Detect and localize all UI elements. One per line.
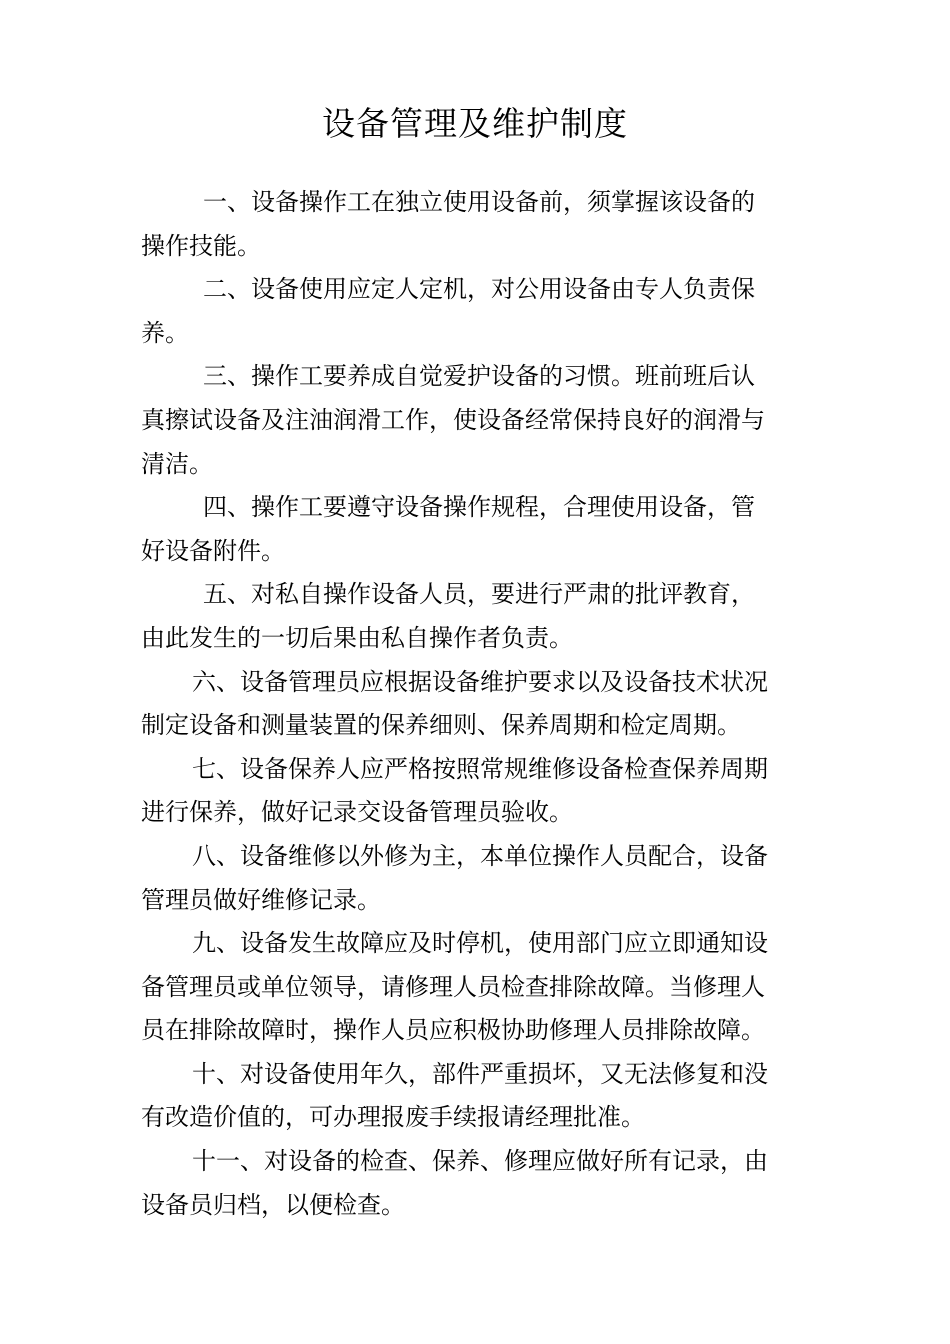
paragraph-line: 三、操作工要养成自觉爱护设备的习惯。班前班后认: [203, 362, 755, 391]
paragraph-line: 六、设备管理员应根据设备维护要求以及设备技术状况: [192, 667, 768, 696]
paragraph-8: [141, 835, 806, 922]
paragraph-line: 一、设备操作工在独立使用设备前，须掌握该设备的: [203, 188, 755, 216]
paragraph-line: 养。: [141, 318, 189, 347]
paragraph-11: [141, 1140, 806, 1227]
paragraph-line: 五、对私自操作设备人员，要进行严肃的批评教育，: [203, 580, 755, 609]
paragraph-line: 备管理员或单位领导，请修理人员检查排除故障。当修理人: [141, 972, 765, 1001]
paragraph-line: 由此发生的一切后果由私自操作者负责。: [141, 623, 573, 652]
paragraph-line: 四、操作工要遵守设备操作规程，合理使用设备，管: [203, 493, 755, 522]
paragraph-4: [141, 486, 806, 573]
paragraph-line: 设备员归档，以便检查。: [141, 1190, 405, 1219]
paragraph-line: 十、对设备使用年久，部件严重损坏，又无法修复和没: [192, 1059, 768, 1088]
paragraph-1: [141, 181, 806, 268]
paragraph-line: 好设备附件。: [141, 536, 285, 565]
paragraph-line: 操作技能。: [141, 231, 261, 260]
paragraph-line: 七、设备保养人应严格按照常规维修设备检查保养周期: [192, 754, 768, 783]
paragraph-line: 八、设备维修以外修为主，本单位操作人员配合，设备: [192, 841, 768, 870]
paragraph-line: 清洁。: [141, 449, 213, 478]
paragraph-3: [141, 355, 806, 486]
paragraph-line: 有改造价值的，可办理报废手续报请经理批准。: [141, 1103, 645, 1132]
paragraph-line: 制定设备和测量装置的保养细则、保养周期和检定周期。: [141, 711, 741, 740]
paragraph-line: 十一、对设备的检查、保养、修理应做好所有记录，由: [192, 1147, 768, 1176]
paragraph-line: 九、设备发生故障应及时停机，使用部门应立即通知设: [192, 929, 768, 958]
paragraph-5: [141, 573, 806, 660]
paragraph-line: 员在排除故障时，操作人员应积极协助修理人员排除故障。: [141, 1016, 765, 1045]
paragraph-9: [141, 922, 806, 1053]
paragraph-line: 二、设备使用应定人定机，对公用设备由专人负责保: [203, 275, 755, 304]
paragraph-7: [141, 748, 806, 835]
paragraph-6: [141, 661, 806, 748]
paragraph-line: 真擦试设备及注油润滑工作，使设备经常保持良好的润滑与: [141, 405, 765, 434]
document-body: [141, 181, 806, 1227]
paragraph-2: [141, 268, 806, 355]
paragraph-line: 进行保养，做好记录交设备管理员验收。: [141, 798, 573, 827]
paragraph-line: 管理员做好维修记录。: [141, 885, 381, 914]
document-title: 设备管理及维护制度: [322, 104, 628, 143]
paragraph-10: [141, 1053, 806, 1140]
